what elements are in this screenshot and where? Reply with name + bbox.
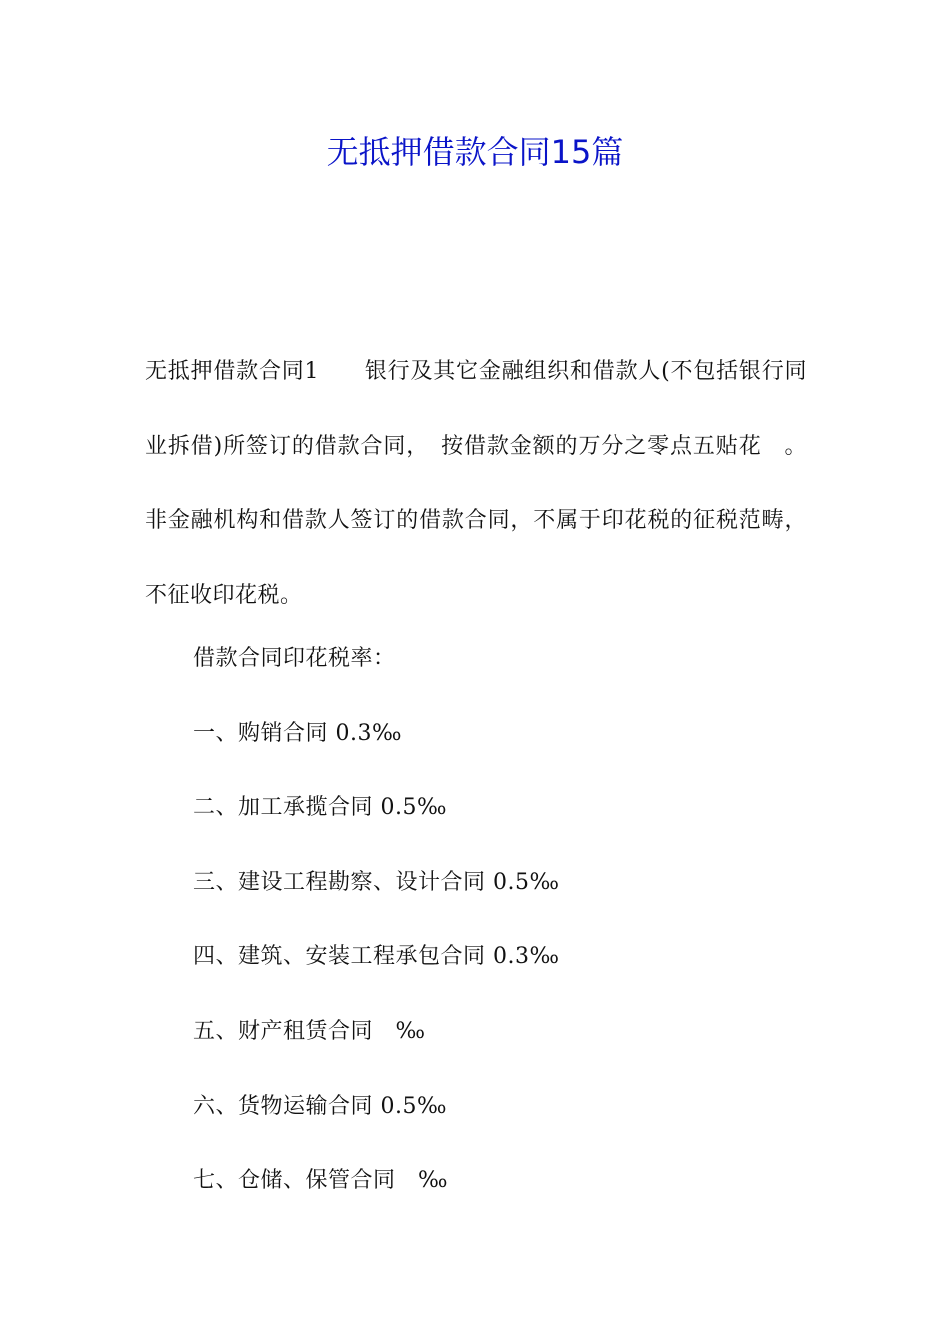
intro-paragraph: 无抵押借款合同1 银行及其它金融组织和借款人(不包括银行同业拆借)所签订的借款合同， 按借款金额的万分之零点五贴花 。非金融机构和借款人签订的借款合同，不属于印花税的征税范畴，不征收印花税。 (145, 359, 807, 608)
list-item: 五、财产租赁合同 ‰ (193, 1018, 426, 1044)
rates-heading: 借款合同印花税率： (193, 646, 396, 671)
list-item: 六、货物运输合同 0.5‰ (193, 1093, 448, 1119)
list-item: 二、加工承揽合同 0.5‰ (193, 795, 448, 821)
list-item: 三、建设工程勘察、设计合同 0.5‰ (193, 869, 560, 895)
list-item: 一、购销合同 0.3‰ (193, 720, 403, 746)
rates-list (193, 622, 813, 1219)
list-item: 七、仓储、保管合同 ‰ (193, 1168, 449, 1194)
list-item: 四、建筑、安装工程承包合同 0.3‰ (193, 944, 560, 970)
document-title: 无抵押借款合同15篇 (326, 133, 624, 171)
